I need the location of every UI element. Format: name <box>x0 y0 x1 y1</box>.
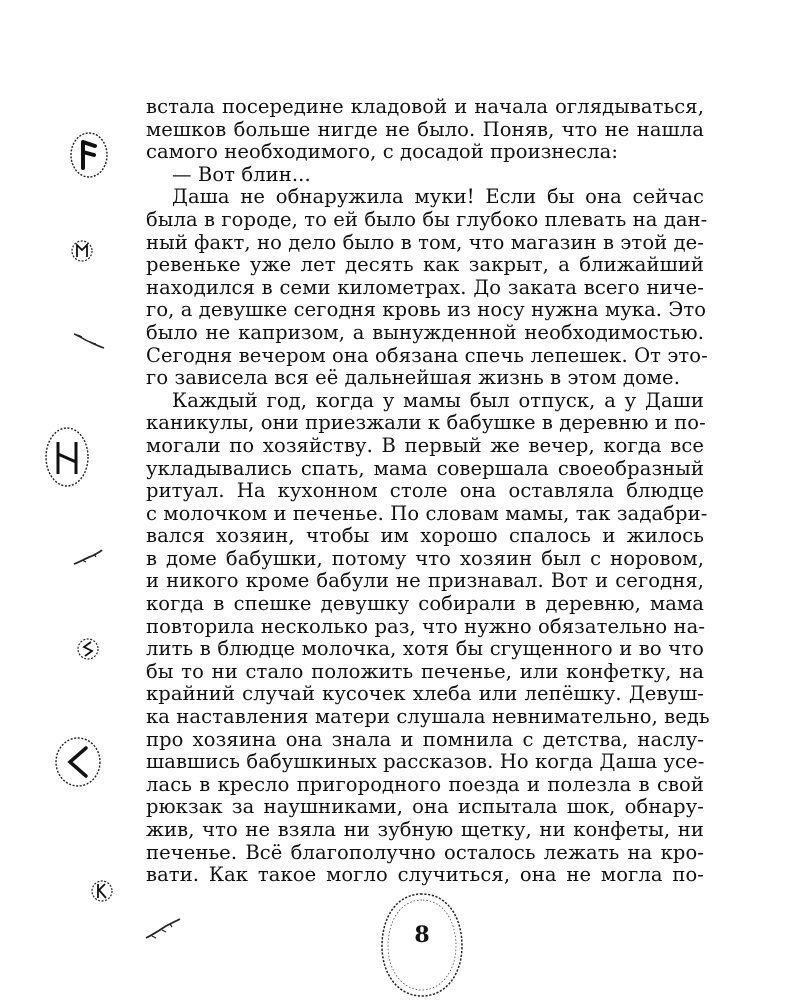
k-rune-icon <box>90 878 114 904</box>
body-text <box>146 95 710 887</box>
text-line: и никого кроме бабули не признавал. Вот и сегодня, <box>146 569 704 593</box>
text-line: было не капризом, а вынужденной необходимостью. <box>146 320 704 344</box>
text-line: самого необходимого, с досадой произнесла: <box>146 140 619 164</box>
sowilo-rune-icon <box>76 636 100 662</box>
text-line: встала посередине кладовой и начала оглядываться, <box>146 95 704 118</box>
text-line: го, а девушке сегодня кровь из носу нужна мука. Это <box>146 298 707 322</box>
text-line: бы то ни стало положить печенье, или конфетку, на <box>146 659 704 683</box>
text-line: с молочком и печенье. По словам мамы, так задабри- <box>146 501 708 525</box>
fehu-rune-icon <box>68 130 110 180</box>
text-line: была в городе, то ей было бы глубоко плевать на дан- <box>146 207 708 231</box>
text-line: ревеньке уже лет десять как закрыт, а ближайший <box>146 253 704 277</box>
text-line: укладывались спать, мама совершала своеобразный <box>146 456 704 480</box>
text-line: лась в кресло пригородного поезда и полезла в свой <box>146 772 704 796</box>
text-line: Сегодня вечером она обязана спечь лепешек. От это- <box>146 343 708 367</box>
text-line: рюкзак за наушниками, она испытала шок, обнару- <box>146 795 704 819</box>
squiggle-ornament-icon <box>72 548 104 568</box>
mannaz-rune-icon <box>70 238 94 264</box>
text-line: Даша не обнаружила муки! Если бы она сейчас <box>172 185 704 209</box>
squiggle-ornament-icon <box>72 330 106 352</box>
page-number: 8 <box>414 922 430 948</box>
rune-margin <box>0 0 130 1000</box>
text-line: могали по хозяйству. В первый же вечер, когда все <box>146 433 704 457</box>
text-line: про хозяина она знала и помнила с детства, наслу- <box>146 727 704 751</box>
text-line: находился в семи километрах. До заката всего ниче- <box>146 275 704 299</box>
text-line: мешков больше нигде не было. Поняв, что не нашла <box>146 117 704 141</box>
text-line: го зависела вся её дальнейшая жизнь в этом доме. <box>146 366 680 390</box>
text-line: печенье. Всё благополучно осталось лежать на кро- <box>146 840 704 864</box>
text-line: ный факт, но дело было в том, что магазин в этой де- <box>146 230 704 254</box>
text-line: шавшись бабушкиных рассказов. Но когда Даша усе- <box>146 750 705 774</box>
text-line: ритуал. На кухонном столе она оставляла блюдце <box>146 479 704 503</box>
text-line: жив, что не взяла ни зубную щетку, ни конфеты, ни <box>146 818 704 841</box>
text-line: крайний случай кусочек хлеба или лепёшку. Девуш- <box>146 682 704 706</box>
text-line: повторила несколько раз, что нужно обязательно на- <box>146 614 706 638</box>
page-number-frame <box>372 888 472 1000</box>
kenaz-rune-icon <box>52 734 104 790</box>
text-line: каникулы, они приезжали к бабушке в деревню и по- <box>146 411 706 435</box>
text-line: Каждый год, когда у мамы был отпуск, а у Даши <box>172 388 704 412</box>
text-line: когда в спешке девушку собирали в деревню, мама <box>146 592 704 616</box>
text-line: ка наставления матери слушала невнимательно, ведь <box>146 705 710 729</box>
text-line: лить в блюдце молочка, хотя бы сгущенного и во что <box>146 637 704 661</box>
text-line: в доме бабушки, потому что хозяин был с норовом, <box>146 546 704 570</box>
text-line: вался хозяин, чтобы им хорошо спалось и жилось <box>146 524 704 548</box>
text-line: вати. Как такое могло случиться, она не могла по- <box>146 863 704 887</box>
squiggle-ornament-icon <box>142 916 182 942</box>
text-line: — Вот блин... <box>172 162 311 186</box>
hagalaz-rune-icon <box>42 424 92 490</box>
